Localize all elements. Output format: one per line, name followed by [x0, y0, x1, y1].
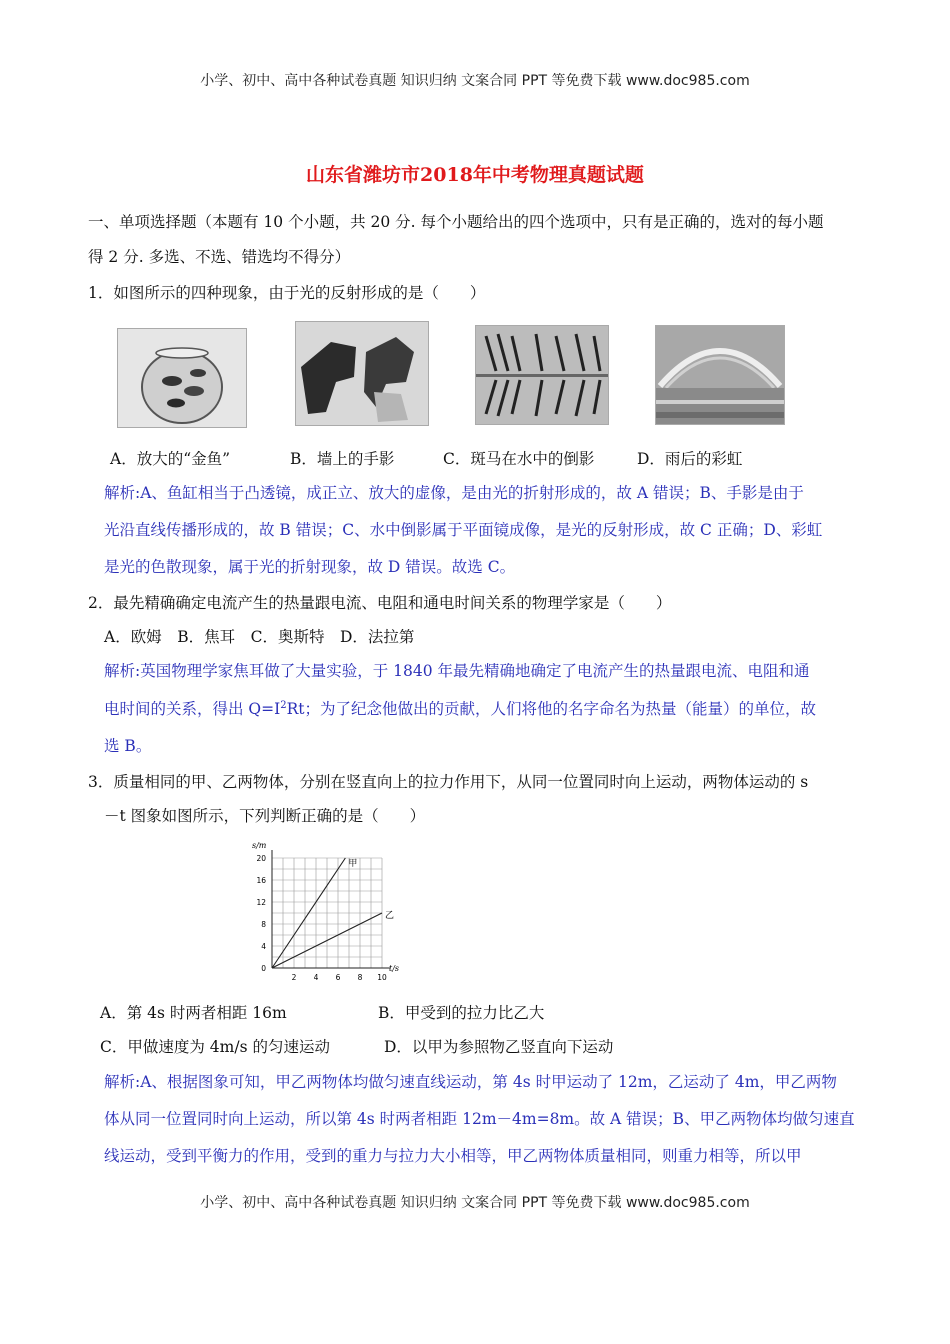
s-t-chart [240, 838, 415, 988]
q1-option-d: D．雨后的彩虹 [637, 450, 743, 468]
q3-analysis-line-1: 解析:A、根据图象可知，甲乙两物体均做匀速直线运动，第 4s 时甲运动了 12m，乙运动了 4m，甲乙两物 [104, 1073, 837, 1091]
y-tick-label: 8 [261, 920, 266, 929]
q1-analysis-line-2: 光沿直线传播形成的，故 B 错误；C、水中倒影属于平面镜成像，是光的反射形成，故 C 正确；D、彩虹 [104, 521, 823, 539]
q2-analysis-line-3: 选 B。 [104, 737, 152, 755]
y-tick-label: 16 [256, 876, 266, 885]
q2-analysis-line-2: 电时间的关系，得出 $Q=I^2Rt$；为了纪念他做出的贡献，人们将他的名字命名为热量（能量）的单位，故 [104, 699, 817, 718]
question-3-stem-line-1: 3．质量相同的甲、乙两物体，分别在竖直向上的拉力作用下，从同一位置同时向上运动，两物体运动的 s [88, 773, 809, 791]
page-header: 小学、初中、高中各种试卷真题 知识归纳 文案合同 PPT 等免费下载 www.doc985.com [200, 73, 750, 89]
x-tick-label: 4 [313, 973, 319, 982]
q1-option-c: C．斑马在水中的倒影 [443, 450, 595, 468]
x-axis-label: t/s [389, 964, 400, 973]
zebra-reflection-image [475, 325, 609, 425]
section-heading-line-2: 得 2 分. 多选、不选、错选均不得分） [88, 248, 351, 266]
x-tick-label: 6 [335, 973, 341, 982]
section-heading-line-1: 一、单项选择题（本题有 10 个小题，共 20 分. 每个小题给出的四个选项中，只有是正确的，选对的每小题 [88, 213, 824, 231]
fishbowl-image [117, 328, 247, 428]
q2-options: A．欧姆 B．焦耳 C．奥斯特 D．法拉第 [104, 628, 415, 646]
q3-option-a: A．第 4s 时两者相距 16m [100, 1004, 287, 1022]
q1-analysis-line-3: 是光的色散现象，属于光的折射现象，故 D 错误。故选 C。 [104, 558, 516, 576]
x-tick-label: 10 [377, 973, 387, 982]
rainbow-image [655, 325, 785, 425]
q3-option-d: D．以甲为参照物乙竖直向下运动 [384, 1038, 614, 1056]
page-footer: 小学、初中、高中各种试卷真题 知识归纳 文案合同 PPT 等免费下载 www.doc985.com [200, 1195, 750, 1211]
y-tick-label: 20 [256, 854, 266, 863]
q3-analysis-line-3: 线运动，受到平衡力的作用，受到的重力与拉力大小相等，甲乙两物体质量相同，则重力相等，所以甲 [104, 1147, 802, 1165]
y-tick-label: 4 [261, 942, 266, 951]
question-3-stem-line-2: －t 图象如图所示，下列判断正确的是（ ） [104, 807, 426, 825]
q1-option-b: B．墙上的手影 [290, 450, 395, 468]
series-label-jia: 甲 [348, 859, 358, 869]
series-label-yi: 乙 [385, 911, 395, 921]
q3-option-c: C．甲做速度为 4m/s 的匀速运动 [100, 1038, 330, 1056]
q3-analysis-line-2: 体从同一位置同时向上运动，所以第 4s 时两者相距 12m－4m=8m。故 A 错误；B、甲乙两物体均做匀速直 [104, 1110, 855, 1128]
question-2-stem: 2．最先精确确定电流产生的热量跟电流、电阻和通电时间关系的物理学家是（ ） [88, 594, 672, 612]
q1-option-a: A．放大的“金鱼” [110, 450, 231, 468]
question-1-stem: 1．如图所示的四种现象，由于光的反射形成的是（ ） [88, 284, 486, 302]
q3-option-b: B．甲受到的拉力比乙大 [378, 1004, 545, 1022]
y-tick-label: 0 [261, 964, 266, 973]
q2-analysis-line-1: 解析:英国物理学家焦耳做了大量实验，于 1840 年最先精确地确定了电流产生的热量跟电流、电阻和通 [104, 662, 810, 680]
hand-shadow-image [295, 321, 429, 426]
q1-analysis-line-1: 解析:A、鱼缸相当于凸透镜，成正立、放大的虚像，是由光的折射形成的，故 A 错误；B、手影是由于 [104, 484, 804, 502]
x-tick-label: 8 [357, 973, 363, 982]
x-tick-label: 2 [291, 973, 297, 982]
y-axis-label: s/m [252, 841, 267, 850]
page-title: 山东省潍坊市2018年中考物理真题试题 [306, 164, 644, 186]
y-tick-label: 12 [256, 898, 266, 907]
